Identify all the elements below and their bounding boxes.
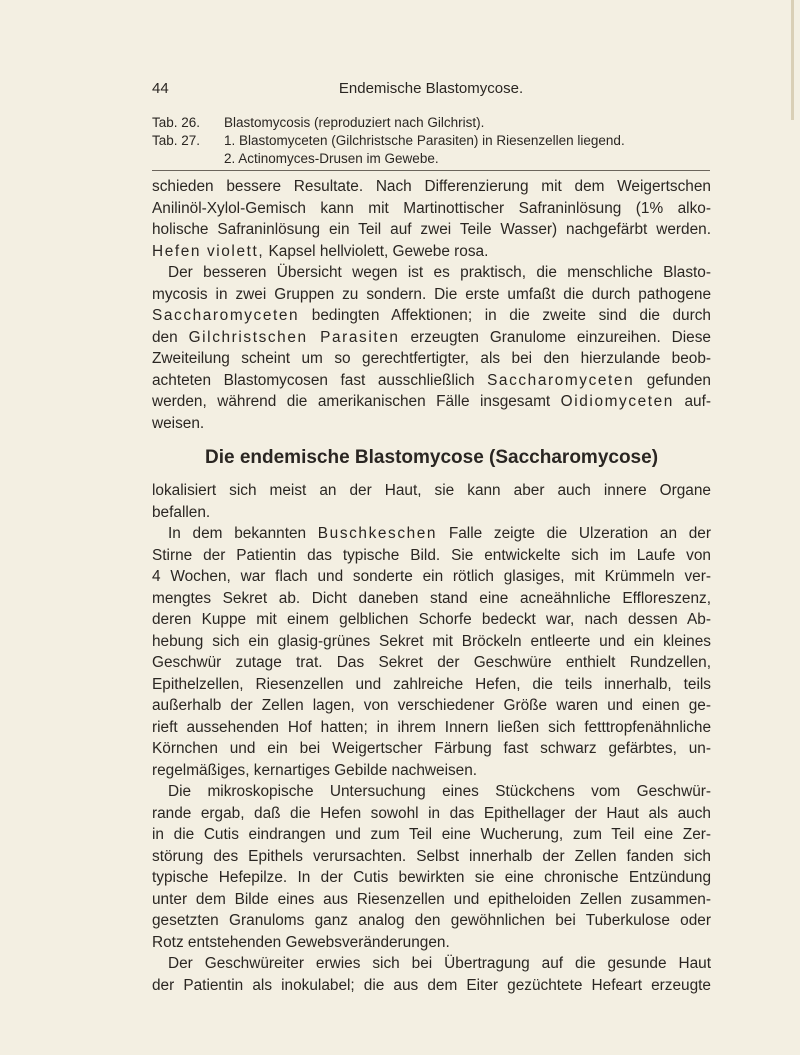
text-line: typische Hefepilze. In der Cutis bewirkten sie eine chronische Entzündung	[152, 869, 711, 886]
text-run: achteten Blastomycosen fast ausschließlich	[152, 371, 488, 389]
page-edge-stain	[791, 0, 794, 120]
emphasis-text: Buschkeschen	[317, 525, 438, 542]
emphasis-text: Saccharomyceten	[487, 371, 635, 389]
emphasis-text: Oidiomyceten	[560, 393, 674, 410]
caption-row	[152, 114, 712, 132]
text-line	[152, 327, 711, 349]
text-line: 4 Wochen, war flach und sonderte ein rötlich glasiges, mit Krümmeln ver-	[152, 568, 711, 585]
text-line: Der besseren Übersicht wegen ist es praktisch, die menschliche Blasto-	[168, 264, 711, 281]
text-line	[152, 391, 711, 413]
text-line	[152, 370, 711, 392]
text-run: In dem bekannten	[168, 525, 318, 542]
text-line: mengtes Sekret ab. Dicht daneben stand eine acneähnliche Effloreszenz,	[152, 589, 711, 607]
body-text	[152, 176, 711, 996]
text-line	[152, 305, 711, 327]
page-number: 44	[152, 80, 169, 97]
text-line: hebung sich ein glasig-grünes Sekret mit Bröckeln entleerte und ein kleines	[152, 632, 711, 650]
text-line: Epithelzellen, Riesenzellen und zahlreiche Hefen, die teils innerhalb, teils	[152, 675, 711, 693]
text-line: mycosis in zwei Gruppen zu sondern. Die erste umfaßt die durch pathogene	[152, 285, 711, 303]
caption-text: 1. Blastomyceten (Gilchristsche Parasiten) in Riesenzellen liegend.	[224, 133, 625, 148]
text-line: unter dem Bilde eines aus Riesenzellen und epitheloiden Zellen zusammen-	[152, 890, 711, 908]
caption-row	[152, 150, 712, 168]
caption-label: Tab. 27.	[152, 133, 201, 148]
text-run: auf-	[673, 393, 711, 410]
text-line: Anilinöl-Xylol-Gemisch kann mit Martinottischer Safraninlösung (1% alko-	[152, 199, 711, 217]
text-line: schieden bessere Resultate. Nach Differenzierung mit dem Weigertschen	[152, 178, 711, 195]
text-line: Körnchen und ein bei Weigertscher Färbung fast schwarz gefärbtes, un-	[152, 740, 711, 757]
text-line: Der Geschwüreiter erwies sich bei Übertragung auf die gesunde Haut	[168, 955, 711, 972]
text-line: regelmäßiges, kernartiges Gebilde nachweisen.	[152, 761, 478, 779]
text-line: Geschwür zutage trat. Das Sekret der Geschwüre enthielt Rundzellen,	[152, 654, 711, 671]
text-line: störung des Epithels verursachten. Selbst innerhalb der Zellen fanden sich	[152, 847, 711, 865]
caption-text: Blastomycosis (reproduziert nach Gilchrist).	[224, 115, 485, 130]
text-line: rieft aussehenden Hof hatten; in ihrem Innern ließen sich fetttropfenähnliche	[152, 718, 711, 736]
text-run: den	[152, 328, 189, 346]
text-line	[152, 241, 711, 263]
text-line: Zweiteilung scheint um so gerechtfertigter, als bei den hierzulande beob-	[152, 350, 711, 367]
text-run: erzeugten Granulome einzureihen. Diese	[399, 328, 711, 346]
text-line: Rotz entstehenden Gewebsveränderungen.	[152, 933, 450, 951]
text-line: Stirne der Patientin das typische Bild. Sie entwickelte sich im Laufe von	[152, 546, 711, 564]
text-line: weisen.	[152, 414, 205, 432]
running-title: Endemische Blastomycose.	[338, 80, 524, 97]
text-line	[152, 523, 711, 545]
text-line: befallen.	[152, 503, 211, 521]
text-line: lokalisiert sich meist an der Haut, sie kann aber auch innere Organe	[152, 482, 711, 499]
figure-captions	[152, 114, 712, 168]
text-line: holische Safraninlösung ein Teil auf zwei Teile Wasser) nachgefärbt werden.	[152, 221, 711, 238]
text-line: der Patientin als inokulabel; die aus dem Eiter gezüchtete Hefeart erzeugte	[152, 976, 711, 994]
emphasis-text: Gilchristschen Parasiten	[188, 328, 400, 346]
text-line: außerhalb der Zellen lagen, von verschiedener Größe waren und einen ge-	[152, 697, 711, 714]
section-heading: Die endemische Blastomycose (Saccharomycose)	[204, 447, 659, 468]
text-run: gefunden	[634, 371, 711, 389]
caption-text: 2. Actinomyces-Drusen im Gewebe.	[224, 151, 439, 166]
running-head	[152, 80, 710, 100]
caption-label: Tab. 26.	[152, 115, 201, 130]
text-line: deren Kuppe mit einem gelblichen Schorfe bedeckt war, nach dessen Ab-	[152, 611, 711, 628]
text-line: gesetzten Granuloms ganz analog den gewöhnlichen bei Tuberkulose oder	[152, 912, 711, 929]
text-run: bedingten Affektionen; in die zweite sind die durch	[299, 307, 711, 324]
text-line: in die Cutis eindrangen und zum Teil eine Wucherung, zum Teil eine Zer-	[152, 826, 711, 843]
text-run: werden, während die amerikanischen Fälle insgesamt	[152, 393, 561, 410]
caption-label	[152, 150, 224, 168]
emphasis-text: Saccharomyceten	[152, 307, 300, 324]
text-line: rande ergab, daß die Hefen sowohl in das Epithellager der Haut als auch	[152, 804, 711, 822]
text-line: Die mikroskopische Untersuchung eines Stückchens vom Geschwür-	[168, 783, 711, 800]
text-run: Kapsel hellviolett, Gewebe rosa.	[264, 242, 489, 260]
caption-divider	[152, 170, 710, 171]
emphasis-text: Hefen violett,	[152, 242, 265, 260]
text-run: Falle zeigte die Ulzeration an der	[437, 525, 711, 542]
caption-row	[152, 132, 712, 150]
